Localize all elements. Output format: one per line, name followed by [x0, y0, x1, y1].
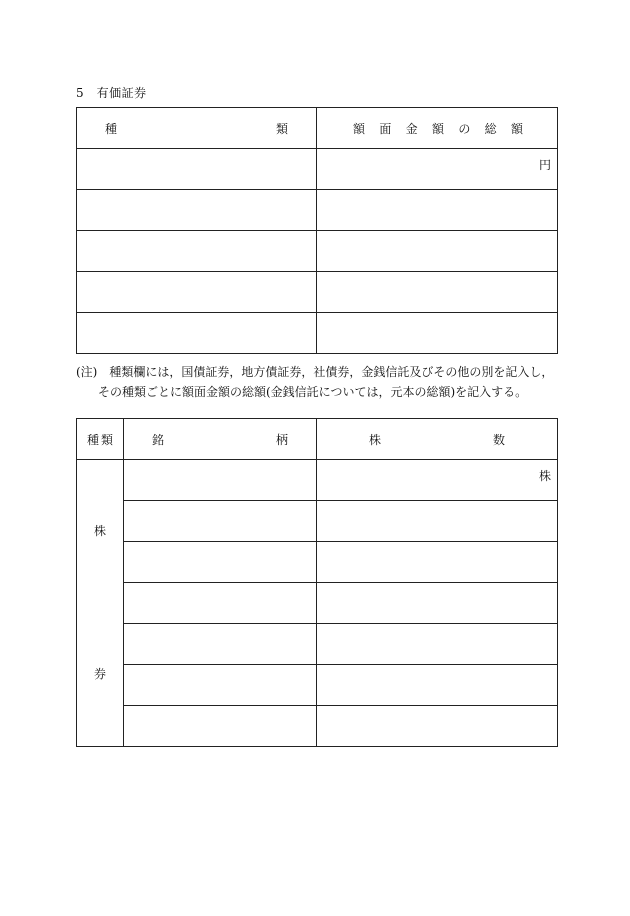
stock-kind-cell [77, 460, 124, 747]
table-row [77, 231, 558, 272]
table-row [77, 665, 558, 706]
name-header [124, 419, 317, 460]
kind-header-right: 類 [100, 432, 113, 447]
name-cell[interactable] [124, 501, 317, 542]
table-row [77, 272, 558, 313]
amount-header [317, 108, 558, 149]
amount-header-char: 面 [379, 121, 392, 136]
table-row [77, 542, 558, 583]
note-line-2: その種類ごとに額面金額の総額(金銭信託については，元本の総額)を記入する。 [98, 385, 528, 399]
kind-header [77, 108, 317, 149]
amount-header-char: の [458, 121, 471, 136]
name-cell[interactable] [124, 542, 317, 583]
count-cell[interactable] [317, 706, 558, 747]
count-cell[interactable] [317, 460, 558, 501]
kind-cell[interactable] [77, 313, 317, 354]
amount-header-char: 額 [353, 121, 366, 136]
count-cell[interactable] [317, 624, 558, 665]
section-title: 5 有価証券 [76, 86, 147, 100]
yen-unit: 円 [538, 157, 551, 172]
count-cell[interactable] [317, 583, 558, 624]
amount-header-char: 総 [484, 121, 497, 136]
securities-table [76, 107, 558, 354]
stocks-table [76, 418, 558, 747]
kind-cell[interactable] [77, 190, 317, 231]
kind-header [77, 419, 124, 460]
kind-cell[interactable] [77, 272, 317, 313]
name-header-right: 柄 [275, 432, 288, 447]
kind-header-left: 種 [87, 432, 100, 447]
kind-header-right: 類 [275, 121, 288, 136]
table-row [77, 583, 558, 624]
table-row [77, 624, 558, 665]
amount-cell[interactable] [317, 272, 558, 313]
name-cell[interactable] [124, 460, 317, 501]
shares-unit: 株 [538, 468, 551, 483]
amount-cell[interactable] [317, 313, 558, 354]
table-row [77, 190, 558, 231]
note-line-1: (注) 種類欄には，国債証券，地方債証券，社債券，金銭信託及びその他の別を記入し， [76, 365, 554, 379]
amount-header-char: 額 [510, 121, 523, 136]
table-row [77, 313, 558, 354]
kind-cell[interactable] [77, 149, 317, 190]
name-cell[interactable] [124, 583, 317, 624]
count-cell[interactable] [317, 501, 558, 542]
count-header-left: 株 [369, 432, 382, 447]
kind-header-left: 種 [105, 121, 118, 136]
count-header [317, 419, 558, 460]
count-header-right: 数 [492, 432, 505, 447]
kind-bottom-label: 券 [93, 667, 106, 681]
notes [76, 362, 566, 402]
name-cell[interactable] [124, 706, 317, 747]
amount-header-char: 額 [431, 121, 444, 136]
table-row [77, 501, 558, 542]
amount-cell[interactable] [317, 231, 558, 272]
amount-cell[interactable] [317, 149, 558, 190]
kind-cell[interactable] [77, 231, 317, 272]
kind-top-label: 株 [93, 524, 106, 538]
count-cell[interactable] [317, 665, 558, 706]
amount-header-char: 金 [405, 121, 418, 136]
name-cell[interactable] [124, 665, 317, 706]
table-row [77, 149, 558, 190]
count-cell[interactable] [317, 542, 558, 583]
name-cell[interactable] [124, 624, 317, 665]
table-header-row [77, 419, 558, 460]
name-header-left: 銘 [152, 432, 165, 447]
table-row [77, 460, 558, 501]
table-row [77, 706, 558, 747]
table-header-row [77, 108, 558, 149]
amount-cell[interactable] [317, 190, 558, 231]
